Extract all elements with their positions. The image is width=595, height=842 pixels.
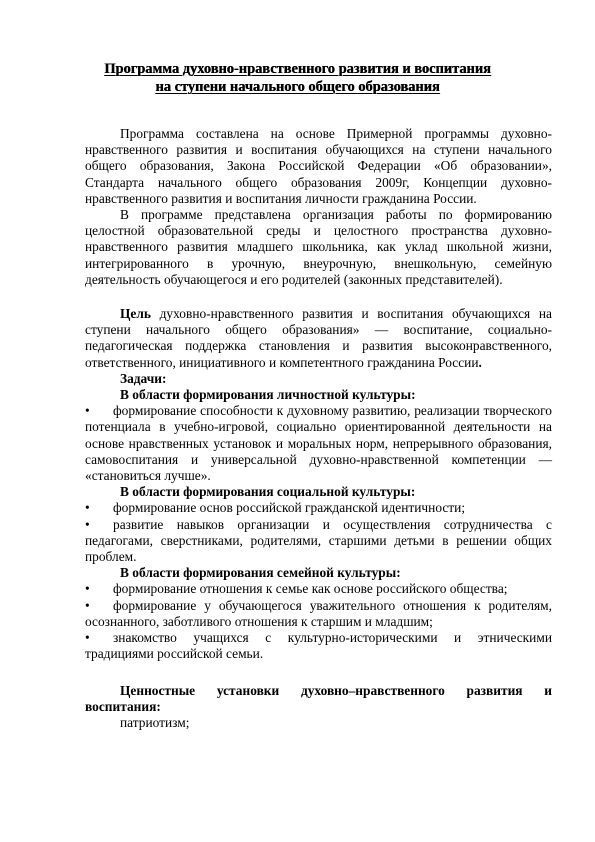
paragraph-goal bbox=[85, 306, 552, 371]
goal-text: духовно-нравственного развития и воспитания обучающихся на ступени начального общего образования» — воспитание, социально-педагогическая поддержка становления и развития высоконравственного, ответственного, инициативного и компетентного гражданина России bbox=[85, 306, 552, 370]
paragraph-program-basis: Программа составлена на основе Примерной программы духовно-нравственного развития и воспитания обучающихся на ступени начального общего образования, Закона Российской Федерации «Об образовании», Стандарта начального общего образования 2009г, Концепции духовно-нравственного развития и воспитания личности гражданина России. bbox=[85, 126, 552, 206]
list-item bbox=[85, 598, 552, 630]
values-heading-word: Ценностные bbox=[120, 682, 196, 698]
title-line-1: Программа духовно-нравственного развития и воспитания bbox=[104, 61, 491, 77]
list-item-text: формирование способности к духовному развитию, реализации творческого потенциала в учебно-игровой, социально ориентированной деятельности на основе нравственных установок и моральных норм, непрерывного образования, самовоспитания и универсальной духовно-нравственной компетенции — «становиться лучше». bbox=[85, 403, 552, 484]
title-line-2: на ступени начального общего образования bbox=[155, 79, 440, 95]
list-item-text: знакомство учащихся с культурно-историческими и этническими традициями российской семьи. bbox=[85, 630, 552, 662]
bullet-icon: • bbox=[85, 630, 90, 646]
values-item: патриотизм; bbox=[120, 714, 190, 730]
values-heading-line-2: воспитания: bbox=[85, 698, 161, 714]
bullet-icon: • bbox=[85, 403, 90, 419]
list-item bbox=[85, 630, 552, 662]
values-heading bbox=[85, 683, 552, 699]
section-family-culture-heading: В области формирования семейной культуры: bbox=[120, 565, 401, 581]
section-social-culture-heading: В области формирования социальной культуры: bbox=[120, 484, 416, 500]
paragraph-program-organization: В программе представлена организация работы по формированию целостной образовательной среды и целостного пространства духовно-нравственного развития младшего школьника, как уклад школьной жизни, интегрированного в урочную, внеурочную, внешкольную, семейную деятельность обучающегося и его родителей (законных представителей). bbox=[85, 207, 552, 287]
list-item bbox=[85, 581, 552, 597]
goal-label: Цель bbox=[120, 306, 151, 322]
list-item bbox=[85, 500, 552, 516]
bullet-icon: • bbox=[85, 500, 90, 516]
list-item-text: формирование отношения к семье как основе российского общества; bbox=[113, 581, 508, 597]
list-item bbox=[85, 517, 552, 566]
goal-end: . bbox=[478, 354, 482, 370]
values-heading-word: установки bbox=[216, 682, 280, 698]
document-body bbox=[85, 126, 552, 731]
bullet-icon: • bbox=[85, 516, 90, 532]
section-personal-culture-heading: В области формирования личностной культуры: bbox=[120, 387, 416, 403]
bullet-icon: • bbox=[85, 597, 90, 613]
values-heading-word: развития bbox=[466, 682, 523, 698]
list-item-text: формирование основ российской гражданской идентичности; bbox=[113, 500, 466, 516]
list-item bbox=[85, 403, 552, 484]
values-heading-word: духовно–нравственного bbox=[300, 682, 445, 698]
document-title bbox=[0, 60, 595, 96]
bullet-icon: • bbox=[85, 581, 90, 597]
values-heading-word: и bbox=[544, 682, 552, 698]
tasks-label: Задачи: bbox=[120, 370, 167, 386]
list-item-text: формирование у обучающегося уважительного отношения к родителям, осознанного, заботливого отношения к старшим и младшим; bbox=[85, 597, 552, 629]
list-item-text: развитие навыков организации и осуществления сотрудничества с педагогами, сверстниками, родителями, старшими детьми в решении общих проблем. bbox=[85, 516, 552, 565]
